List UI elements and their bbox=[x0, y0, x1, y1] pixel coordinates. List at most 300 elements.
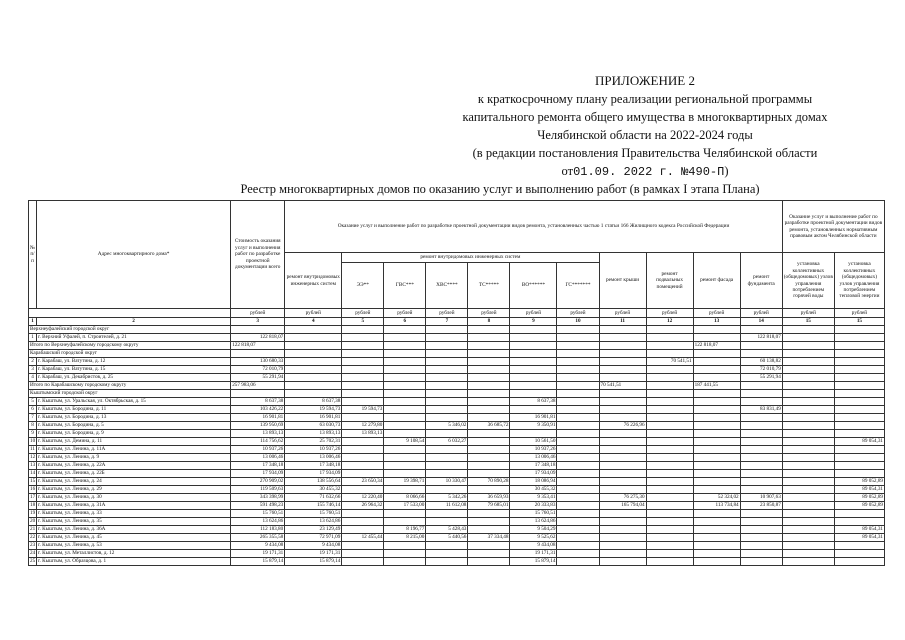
row-address: г. Кыштым, ул. Уральская, ул. Октябрьская, д. 15 bbox=[37, 398, 231, 406]
value-cell bbox=[834, 470, 884, 478]
value-cell bbox=[740, 414, 782, 422]
value-cell bbox=[782, 550, 834, 558]
value-cell bbox=[782, 494, 834, 502]
row-address: г. Верхний Уфалей, п. Строителей, д. 21 bbox=[37, 334, 231, 342]
header-line-4: Челябинской области на 2022-2024 годы bbox=[537, 128, 753, 142]
value-cell bbox=[740, 526, 782, 534]
value-cell: 9 504,29 bbox=[510, 526, 557, 534]
value-cell bbox=[782, 366, 834, 374]
value-cell bbox=[557, 494, 599, 502]
value-cell bbox=[740, 454, 782, 462]
row-number: 8 bbox=[29, 422, 37, 430]
value-cell: 13 006,46 bbox=[285, 454, 342, 462]
value-cell bbox=[599, 510, 646, 518]
value-cell: 12 455,44 bbox=[342, 534, 384, 542]
row-number: 7 bbox=[29, 414, 37, 422]
value-cell: 8 637,38 bbox=[285, 398, 342, 406]
value-cell bbox=[557, 534, 599, 542]
row-address: г. Кыштым, ул. Ленина, д. 22Б bbox=[37, 470, 231, 478]
col-number: 8 bbox=[468, 318, 510, 326]
value-cell bbox=[646, 542, 693, 550]
section-cell bbox=[384, 326, 426, 334]
value-cell bbox=[693, 430, 740, 438]
col-number: 9 bbox=[510, 318, 557, 326]
value-cell bbox=[468, 550, 510, 558]
value-cell: 265 355,58 bbox=[231, 534, 285, 542]
value-cell bbox=[782, 486, 834, 494]
value-cell bbox=[646, 494, 693, 502]
value-cell: 138 556,64 bbox=[285, 478, 342, 486]
row-number: 11 bbox=[30, 446, 35, 452]
value-cell bbox=[426, 374, 468, 382]
column-number-row bbox=[29, 318, 885, 326]
value-cell bbox=[557, 510, 599, 518]
value-cell: 72 010,79 bbox=[740, 366, 782, 374]
value-cell: 10 561,50 bbox=[510, 438, 557, 446]
section-cell bbox=[599, 350, 646, 358]
table-row bbox=[29, 438, 885, 446]
value-cell bbox=[468, 462, 510, 470]
value-cell bbox=[693, 398, 740, 406]
row-number: 4 bbox=[29, 374, 37, 382]
value-cell: 55 291,94 bbox=[231, 374, 285, 382]
section-cell bbox=[599, 390, 646, 398]
value-cell bbox=[342, 526, 384, 534]
value-cell bbox=[599, 446, 646, 454]
value-cell bbox=[646, 510, 693, 518]
value-cell: 89 054,31 bbox=[834, 486, 884, 494]
unit-cell: рублей bbox=[231, 309, 285, 318]
value-cell bbox=[834, 430, 884, 438]
value-cell bbox=[426, 542, 468, 550]
value-cell bbox=[740, 430, 782, 438]
section-cell bbox=[468, 350, 510, 358]
value-cell bbox=[646, 446, 693, 454]
section-cell bbox=[285, 382, 342, 390]
section-label: Итого по Верхнеуфалейскому городскому округу bbox=[29, 342, 231, 350]
value-cell bbox=[646, 406, 693, 414]
value-cell: 114 756,62 bbox=[231, 438, 285, 446]
value-cell bbox=[426, 430, 468, 438]
value-cell bbox=[646, 334, 693, 342]
section-cell bbox=[285, 390, 342, 398]
value-cell: 13 006,46 bbox=[510, 454, 557, 462]
value-cell: 10 937,26 bbox=[510, 446, 557, 454]
row-address: г. Кыштым, ул. Демина, д. 11 bbox=[37, 438, 231, 446]
section-row bbox=[29, 350, 885, 358]
unit-cell: рублей bbox=[740, 309, 782, 318]
section-label: Итого по Карабашскому городскому округу bbox=[29, 382, 231, 390]
col-number: 13 bbox=[693, 318, 740, 326]
value-cell bbox=[342, 374, 384, 382]
value-cell bbox=[342, 358, 384, 366]
value-cell bbox=[557, 502, 599, 510]
section-cell bbox=[510, 390, 557, 398]
value-cell bbox=[510, 406, 557, 414]
value-cell: 122 818,07 bbox=[231, 334, 285, 342]
value-cell: 30 455,32 bbox=[510, 486, 557, 494]
col-address: Адрес многоквартирного дома* bbox=[37, 201, 231, 309]
section-cell bbox=[834, 350, 884, 358]
table-row bbox=[29, 462, 885, 470]
value-cell bbox=[782, 478, 834, 486]
registry-table bbox=[28, 200, 885, 566]
value-cell bbox=[384, 430, 426, 438]
section-cell bbox=[342, 390, 384, 398]
col-hvs: ХВС**** bbox=[426, 263, 468, 309]
value-cell bbox=[599, 454, 646, 462]
section-cell bbox=[231, 350, 285, 358]
table-row bbox=[29, 454, 885, 462]
value-cell bbox=[342, 462, 384, 470]
value-cell bbox=[468, 414, 510, 422]
value-cell bbox=[557, 374, 599, 382]
row-number: 3 bbox=[29, 366, 37, 374]
value-cell bbox=[285, 334, 342, 342]
row-number: 21 bbox=[30, 526, 36, 532]
value-cell: 8 196,77 bbox=[384, 526, 426, 534]
value-cell bbox=[510, 374, 557, 382]
value-cell: 122 818,07 bbox=[740, 334, 782, 342]
row-number: 19 bbox=[30, 510, 36, 516]
value-cell bbox=[342, 510, 384, 518]
value-cell bbox=[557, 446, 599, 454]
value-cell: 52 324,02 bbox=[693, 494, 740, 502]
value-cell bbox=[557, 430, 599, 438]
value-cell bbox=[426, 358, 468, 366]
row-address: г. Карабаш, ул. Ватутина, д. 15 bbox=[37, 366, 231, 374]
value-cell bbox=[342, 366, 384, 374]
value-cell bbox=[693, 526, 740, 534]
section-cell bbox=[342, 342, 384, 350]
value-cell: 12 220,40 bbox=[342, 494, 384, 502]
value-cell bbox=[599, 558, 646, 566]
value-cell: 10 937,26 bbox=[285, 446, 342, 454]
row-address: г. Кыштым, ул. Ленина, д. 30 bbox=[37, 494, 231, 502]
section-cell bbox=[740, 326, 782, 334]
table-row bbox=[29, 422, 885, 430]
table-row bbox=[29, 558, 885, 566]
value-cell: 15 760,51 bbox=[231, 510, 285, 518]
col-n: № п/п bbox=[29, 201, 37, 309]
section-cell bbox=[693, 326, 740, 334]
value-cell bbox=[646, 502, 693, 510]
unit-cell: рублей bbox=[468, 309, 510, 318]
value-cell: 89 052,89 bbox=[834, 478, 884, 486]
section-cell bbox=[342, 350, 384, 358]
value-cell: 119 509,63 bbox=[231, 486, 285, 494]
section-label: Верхнеуфалейский городской округ bbox=[29, 326, 231, 334]
value-cell bbox=[740, 550, 782, 558]
table-row bbox=[29, 502, 885, 510]
header-line-6 bbox=[430, 162, 860, 181]
col-number: 4 bbox=[285, 318, 342, 326]
value-cell bbox=[342, 398, 384, 406]
section-cell bbox=[693, 390, 740, 398]
value-cell bbox=[384, 462, 426, 470]
row-number: 1 bbox=[29, 334, 37, 342]
value-cell bbox=[599, 518, 646, 526]
col-number: 6 bbox=[384, 318, 426, 326]
value-cell bbox=[782, 358, 834, 366]
value-cell bbox=[557, 478, 599, 486]
value-cell bbox=[384, 334, 426, 342]
value-cell bbox=[557, 518, 599, 526]
value-cell bbox=[782, 518, 834, 526]
value-cell bbox=[557, 334, 599, 342]
value-cell: 139 950,69 bbox=[231, 422, 285, 430]
value-cell bbox=[426, 366, 468, 374]
table-row bbox=[29, 542, 885, 550]
value-cell bbox=[782, 526, 834, 534]
section-cell bbox=[740, 342, 782, 350]
table-row bbox=[29, 534, 885, 542]
section-cell bbox=[468, 382, 510, 390]
value-cell bbox=[468, 486, 510, 494]
col-ts: ТС***** bbox=[468, 263, 510, 309]
row-number: 18 bbox=[30, 502, 36, 508]
value-cell bbox=[782, 334, 834, 342]
value-cell bbox=[834, 398, 884, 406]
section-cell bbox=[510, 326, 557, 334]
value-cell: 55 291,94 bbox=[740, 374, 782, 382]
value-cell bbox=[740, 438, 782, 446]
section-cell bbox=[384, 382, 426, 390]
section-cell bbox=[646, 390, 693, 398]
value-cell bbox=[557, 462, 599, 470]
value-cell bbox=[693, 334, 740, 342]
row-address: г. Кыштым, ул. Ленина, д. 22А bbox=[37, 462, 231, 470]
value-cell: 12 279,80 bbox=[342, 422, 384, 430]
value-cell bbox=[693, 558, 740, 566]
value-cell: 70 541,51 bbox=[646, 358, 693, 366]
value-cell: 113 734,84 bbox=[693, 502, 740, 510]
value-cell: 15 879,14 bbox=[510, 558, 557, 566]
row-address: г. Карабаш, ул. Ватутина, д. 12 bbox=[37, 358, 231, 366]
unit-cell: рублей bbox=[646, 309, 693, 318]
value-cell: 89 054,31 bbox=[834, 534, 884, 542]
row-address: г. Кыштым, ул. Бородина, д. 5 bbox=[37, 422, 231, 430]
value-cell bbox=[285, 366, 342, 374]
value-cell bbox=[342, 470, 384, 478]
section-cell bbox=[510, 342, 557, 350]
value-cell: 343 398,99 bbox=[231, 494, 285, 502]
value-cell bbox=[384, 366, 426, 374]
section-cell bbox=[557, 390, 599, 398]
value-cell bbox=[426, 558, 468, 566]
value-cell bbox=[693, 534, 740, 542]
value-cell bbox=[426, 462, 468, 470]
section-cell bbox=[557, 382, 599, 390]
section-cell bbox=[646, 350, 693, 358]
header-line-3: капитального ремонта общего имущества в многоквартирных домах bbox=[462, 110, 828, 124]
value-cell bbox=[384, 358, 426, 366]
value-cell bbox=[693, 414, 740, 422]
value-cell bbox=[740, 486, 782, 494]
value-cell: 16 901,81 bbox=[285, 414, 342, 422]
value-cell bbox=[599, 526, 646, 534]
section-cell bbox=[285, 342, 342, 350]
section-cell bbox=[740, 390, 782, 398]
value-cell: 165 794,04 bbox=[599, 502, 646, 510]
value-cell bbox=[693, 422, 740, 430]
section-row bbox=[29, 390, 885, 398]
table-row bbox=[29, 414, 885, 422]
value-cell bbox=[599, 398, 646, 406]
value-cell bbox=[782, 430, 834, 438]
section-cell bbox=[426, 326, 468, 334]
value-cell bbox=[599, 534, 646, 542]
value-cell: 89 052,89 bbox=[834, 494, 884, 502]
section-cell bbox=[646, 342, 693, 350]
value-cell: 17 348,18 bbox=[285, 462, 342, 470]
header-line-2: к краткосрочному плану реализации региональной программы bbox=[477, 92, 813, 106]
value-cell: 9 434,08 bbox=[285, 542, 342, 550]
value-cell bbox=[646, 470, 693, 478]
value-cell bbox=[285, 358, 342, 366]
row-address: г. Кыштым, ул. Ленина, д. 29 bbox=[37, 486, 231, 494]
value-cell: 8 637,38 bbox=[231, 398, 285, 406]
value-cell bbox=[426, 446, 468, 454]
value-cell bbox=[834, 446, 884, 454]
row-address: г. Кыштым, ул. Ленина, д. 24 bbox=[37, 478, 231, 486]
value-cell bbox=[468, 438, 510, 446]
section-cell bbox=[510, 382, 557, 390]
value-cell bbox=[426, 486, 468, 494]
value-cell bbox=[599, 374, 646, 382]
value-cell bbox=[740, 422, 782, 430]
value-cell bbox=[740, 446, 782, 454]
col-number: 3 bbox=[231, 318, 285, 326]
value-cell bbox=[599, 406, 646, 414]
table-row bbox=[29, 406, 885, 414]
value-cell: 13 893,13 bbox=[285, 430, 342, 438]
row-address: г. Кыштым, ул. Ленина, д. 53 bbox=[37, 542, 231, 550]
unit-cell: рублей bbox=[342, 309, 384, 318]
value-cell: 8 066,66 bbox=[384, 494, 426, 502]
value-cell: 103 426,22 bbox=[231, 406, 285, 414]
row-address: г. Кыштым, ул. Ленина, д. 33 bbox=[37, 510, 231, 518]
row-number: 5 bbox=[29, 398, 37, 406]
value-cell bbox=[426, 550, 468, 558]
table-row bbox=[29, 526, 885, 534]
value-cell bbox=[599, 462, 646, 470]
value-cell bbox=[557, 438, 599, 446]
table-row bbox=[29, 470, 885, 478]
value-cell: 19 171,31 bbox=[285, 550, 342, 558]
value-cell bbox=[342, 486, 384, 494]
unit-cell: рублей bbox=[510, 309, 557, 318]
value-cell bbox=[468, 366, 510, 374]
row-address: г. Кыштым, ул. Ленина, д. 9 bbox=[37, 454, 231, 462]
section-cell: 70 541,51 bbox=[599, 382, 646, 390]
value-cell bbox=[342, 438, 384, 446]
value-cell bbox=[693, 470, 740, 478]
value-cell bbox=[646, 550, 693, 558]
section-cell bbox=[426, 350, 468, 358]
value-cell: 5 342,26 bbox=[426, 494, 468, 502]
table-row bbox=[29, 494, 885, 502]
section-label: Карабашский городской округ bbox=[29, 350, 231, 358]
value-cell: 13 624,86 bbox=[285, 518, 342, 526]
appendix-title: ПРИЛОЖЕНИЕ 2 bbox=[595, 73, 695, 88]
value-cell bbox=[740, 558, 782, 566]
value-cell: 17 348,18 bbox=[510, 462, 557, 470]
value-cell bbox=[468, 406, 510, 414]
col-number: 12 bbox=[646, 318, 693, 326]
value-cell bbox=[693, 510, 740, 518]
value-cell bbox=[834, 406, 884, 414]
value-cell bbox=[384, 486, 426, 494]
value-cell bbox=[468, 358, 510, 366]
value-cell bbox=[426, 518, 468, 526]
value-cell bbox=[468, 526, 510, 534]
value-cell bbox=[468, 398, 510, 406]
section-cell bbox=[231, 326, 285, 334]
value-cell bbox=[740, 510, 782, 518]
value-cell bbox=[782, 438, 834, 446]
col-number: 5 bbox=[342, 318, 384, 326]
value-cell bbox=[782, 374, 834, 382]
row-number: 20 bbox=[30, 518, 36, 524]
value-cell bbox=[468, 470, 510, 478]
row-number: 25 bbox=[30, 558, 36, 564]
value-cell bbox=[782, 462, 834, 470]
value-cell: 23 129,49 bbox=[285, 526, 342, 534]
value-cell bbox=[740, 534, 782, 542]
value-cell bbox=[557, 366, 599, 374]
col-number: 15 bbox=[782, 318, 834, 326]
value-cell: 5 346,02 bbox=[426, 422, 468, 430]
value-cell bbox=[693, 518, 740, 526]
value-cell: 13 624,86 bbox=[510, 518, 557, 526]
value-cell bbox=[342, 414, 384, 422]
section-cell bbox=[384, 390, 426, 398]
value-cell: 9 353,41 bbox=[510, 494, 557, 502]
section-cell bbox=[557, 350, 599, 358]
value-cell bbox=[646, 430, 693, 438]
value-cell: 19 171,31 bbox=[510, 550, 557, 558]
value-cell bbox=[693, 374, 740, 382]
value-cell bbox=[384, 406, 426, 414]
value-cell bbox=[384, 414, 426, 422]
value-cell: 17 533,00 bbox=[384, 502, 426, 510]
value-cell: 16 901,81 bbox=[510, 414, 557, 422]
value-cell: 155 746,14 bbox=[285, 502, 342, 510]
value-cell: 15 879,14 bbox=[285, 558, 342, 566]
value-cell bbox=[740, 478, 782, 486]
value-cell bbox=[782, 446, 834, 454]
row-number: 14 bbox=[30, 470, 36, 476]
col-hot-nodes: установка коллективных (общедомовых) узлов управления потреблением горячей воды bbox=[782, 253, 834, 309]
table-row bbox=[29, 430, 885, 438]
value-cell bbox=[740, 470, 782, 478]
value-cell: 10 330,47 bbox=[426, 478, 468, 486]
value-cell: 17 934,09 bbox=[231, 470, 285, 478]
value-cell bbox=[834, 462, 884, 470]
value-cell bbox=[834, 422, 884, 430]
section-cell bbox=[468, 390, 510, 398]
value-cell bbox=[384, 518, 426, 526]
row-number: 15 bbox=[30, 478, 36, 484]
value-cell bbox=[342, 446, 384, 454]
section-cell bbox=[599, 326, 646, 334]
value-cell bbox=[468, 374, 510, 382]
row-number: 9 bbox=[29, 430, 37, 438]
value-cell bbox=[834, 518, 884, 526]
value-cell: 17 934,09 bbox=[285, 470, 342, 478]
value-cell bbox=[693, 366, 740, 374]
